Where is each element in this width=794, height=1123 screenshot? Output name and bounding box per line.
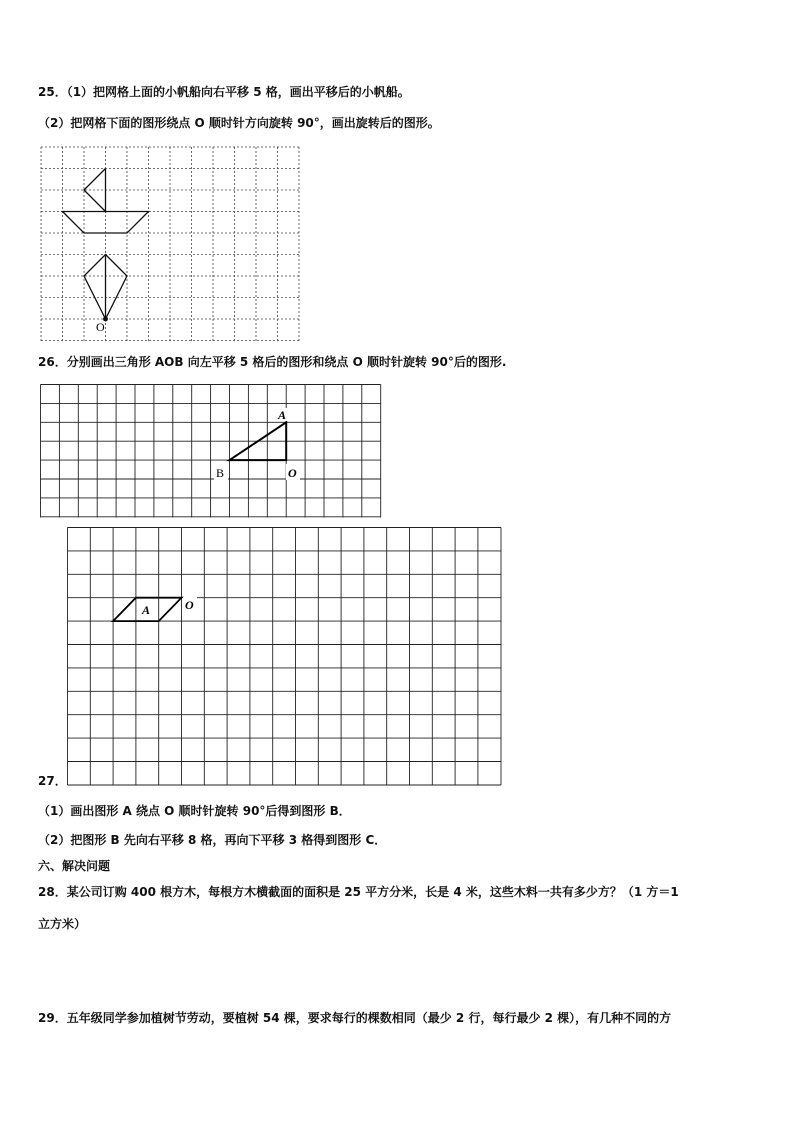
q26-text: 26．分别画出三角形 AOB 向左平移 5 格后的图形和绕点 O 顺时针旋转 90°后的图形. (38, 355, 507, 369)
kite-shape (84, 255, 127, 321)
q27-number: 27． (38, 774, 67, 788)
shape-a-label: A (142, 603, 151, 617)
q26-grid (40, 384, 382, 518)
q27-part1: （1）画出图形 A 绕点 O 顺时针旋转 90°后得到图形 B． (38, 804, 351, 818)
q29-line1: 29．五年级同学参加植树节劳动，要植树 54 棵，要求每行的棵数相同（最少 2 行，每行最少 2 棵），有几种不同的方 (38, 1011, 672, 1025)
section-heading: 六、解决问题 (38, 859, 111, 873)
label-a: A (278, 408, 287, 422)
q27-grid (67, 527, 503, 787)
q28-line1: 28．某公司订购 400 根方木，每根方木横截面的面积是 25 平方分米，长是 4 米，这些木料一共有多少方？（1 方＝1 (38, 885, 679, 899)
label-b: B (216, 466, 225, 480)
label-o: O (288, 466, 297, 480)
point-o-label: O (96, 320, 105, 334)
q25-grid (40, 146, 302, 342)
q27-part2: （2）把图形 B 先向右平移 8 格，再向下平移 3 格得到图形 C． (38, 833, 387, 847)
q28-line2: 立方米） (38, 917, 87, 931)
q25-line1: 25．（1）把网格上面的小帆船向右平移 5 格，画出平移后的小帆船。 (38, 85, 410, 99)
q25-line2: （2）把网格下面的图形绕点 O 顺时针方向旋转 90°，画出旋转后的图形。 (38, 116, 440, 130)
point-o-label-27: O (185, 598, 194, 612)
